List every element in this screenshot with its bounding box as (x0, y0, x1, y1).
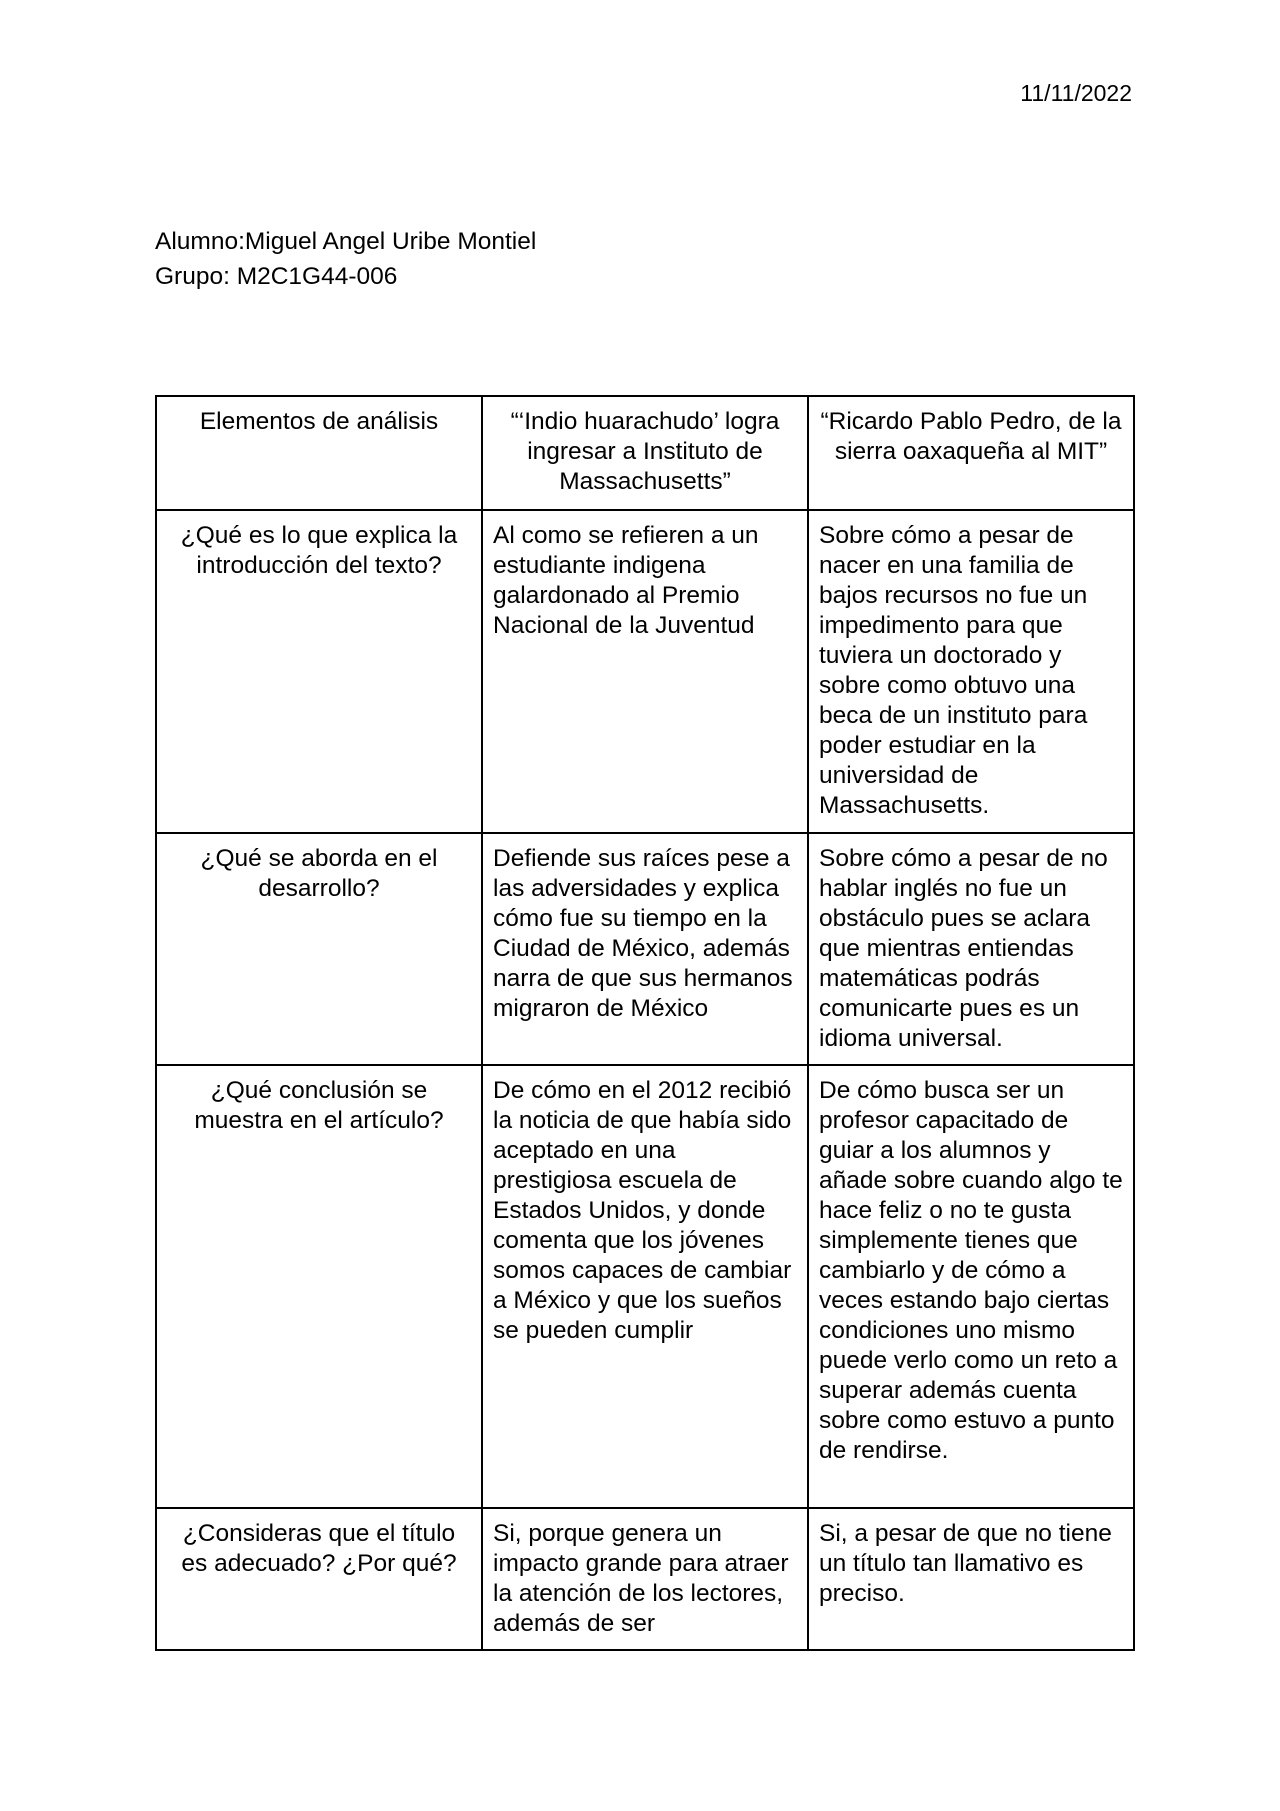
table-row (156, 1508, 1134, 1650)
table-header-row (156, 396, 1134, 510)
row-question: ¿Consideras que el título es adecuado? ¿Por qué? (156, 1508, 482, 1650)
table-row (156, 833, 1134, 1065)
student-group: Grupo: M2C1G44-006 (155, 263, 398, 290)
table-row (156, 1065, 1134, 1508)
row-answer-article-2: Si, a pesar de que no tiene un título tan llamativo es preciso. (808, 1508, 1134, 1650)
row-question: ¿Qué es lo que explica la introducción del texto? (156, 510, 482, 833)
row-question: ¿Qué conclusión se muestra en el artículo? (156, 1065, 482, 1508)
row-answer-article-1: Al como se refieren a un estudiante indigena galardonado al Premio Nacional de la Juventud (482, 510, 808, 833)
header-article-1: “‘Indio huarachudo’ logra ingresar a Instituto de Massachusetts” (482, 396, 808, 510)
row-answer-article-1: Si, porque genera un impacto grande para atraer la atención de los lectores, además de ser (482, 1508, 808, 1650)
header-elementos: Elementos de análisis (156, 396, 482, 510)
table-row (156, 510, 1134, 833)
document-date: 11/11/2022 (1020, 80, 1132, 106)
row-answer-article-2: Sobre cómo a pesar de nacer en una familia de bajos recursos no fue un impedimento para que tuviera un doctorado y sobre como obtuvo una beca de un instituto para poder estudiar en la universidad de Massachusetts. (808, 510, 1134, 833)
row-answer-article-1: Defiende sus raíces pese a las adversidades y explica cómo fue su tiempo en la Ciudad de México, además narra de que sus hermanos migraron de México (482, 833, 808, 1065)
student-info (155, 224, 536, 294)
header-article-2: “Ricardo Pablo Pedro, de la sierra oaxaqueña al MIT” (808, 396, 1134, 510)
row-question: ¿Qué se aborda en el desarrollo? (156, 833, 482, 1065)
student-name: Alumno:Miguel Angel Uribe Montiel (155, 228, 537, 255)
row-answer-article-2: De cómo busca ser un profesor capacitado de guiar a los alumnos y añade sobre cuando algo te hace feliz o no te gusta simplemente tienes que cambiarlo y de cómo a veces estando bajo ciertas condiciones uno mismo puede verlo como un reto a superar además cuenta sobre como estuvo a punto de rendirse. (808, 1065, 1134, 1508)
row-answer-article-2: Sobre cómo a pesar de no hablar inglés no fue un obstáculo pues se aclara que mientras entiendas matemáticas podrás comunicarte pues es un idioma universal. (808, 833, 1134, 1065)
row-answer-article-1: De cómo en el 2012 recibió la noticia de que había sido aceptado en una prestigiosa escuela de Estados Unidos, y donde comenta que los jóvenes somos capaces de cambiar a México y que los sueños se pueden cumplir (482, 1065, 808, 1508)
analysis-table (155, 395, 1135, 1651)
